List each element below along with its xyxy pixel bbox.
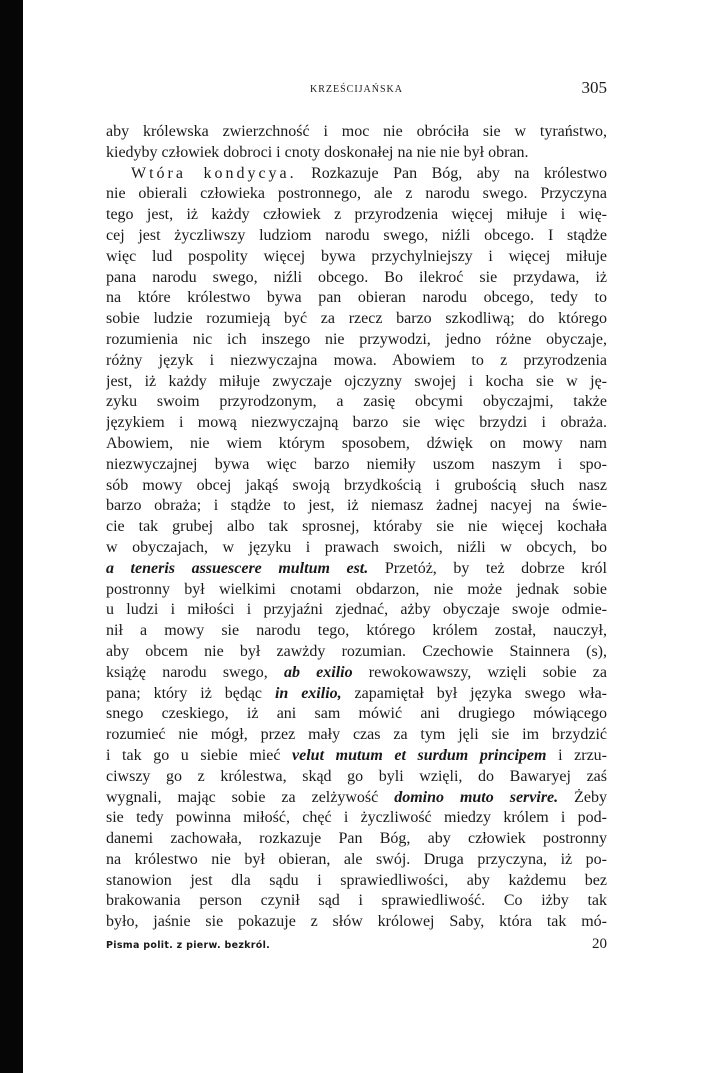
book-spine-shadow xyxy=(0,0,23,1073)
text-line xyxy=(106,455,607,476)
latin-phrase: ab exilio xyxy=(283,663,353,681)
text-line xyxy=(106,684,607,705)
text-line xyxy=(106,247,607,268)
page-header xyxy=(106,78,607,100)
text-segment: ciwszy go z królestwa, skąd go byli wzięli, do Bawaryej zaś xyxy=(106,767,607,785)
text-segment: postronny był wielkimi cnotami obdarzon, nie może jednak sobie xyxy=(106,580,607,598)
text-line xyxy=(106,392,607,413)
text-line xyxy=(106,621,607,642)
text-segment: cie tak grubej albo tak sprosnej, któraby sie nie więcej kochała xyxy=(106,518,607,536)
text-segment: Rozkazuje Pan Bóg, aby na królestwo xyxy=(296,164,607,182)
text-segment: rozumieć nie mógł, przez mały czas za tym jęli sie im brzydzić xyxy=(106,726,607,744)
text-segment: u ludzi i miłości i przyjaźni zjednać, ażby obyczaje swoje odmie- xyxy=(106,601,607,619)
text-segment: więc lud pospolity więcej bywa przychylniejszy i więcej miłuje xyxy=(106,247,607,265)
latin-phrase: velut mutum et surdum principem xyxy=(292,746,547,764)
text-line xyxy=(106,767,607,788)
text-segment: stanowion jest dla sądu i sprawiedliwości, aby każdemu bez xyxy=(106,871,607,889)
text-segment: aby królewska zwierzchność i moc nie obróciła sie w tyraństwo, xyxy=(106,123,607,140)
footer-signature: Pisma polit. z pierw. bezkról. xyxy=(106,940,271,951)
text-segment: i zrzu- xyxy=(546,746,607,764)
text-line xyxy=(106,143,607,164)
text-segment: niezwyczajnej bywa więc barzo niemiły uszom naszym i spo- xyxy=(106,455,607,473)
text-line xyxy=(106,850,607,871)
text-segment: jest, iż każdy miłuje zwyczaje ojczyzny swojej i kocha sie w ję- xyxy=(106,372,607,390)
text-segment: było, jaśnie sie pokazuje z słów królowej Saby, która tak mó- xyxy=(106,913,607,931)
text-line xyxy=(106,912,607,933)
page-number: 305 xyxy=(581,78,607,97)
text-line xyxy=(106,226,607,247)
text-segment: zapamiętał był języka swego wła- xyxy=(341,684,607,702)
text-segment: Abowiem, nie wiem którym sposobem, dźwięk on mowy nam xyxy=(106,434,607,452)
spaced-heading: Wtóra kondycya. xyxy=(131,164,297,182)
text-segment: sobie ludzie rozumieją być za rzecz barzo szkodliwą; do którego xyxy=(106,310,607,328)
text-segment: sie tedy powinna miłość, chęć i życzliwość miedzy królem i pod- xyxy=(106,809,607,827)
text-segment: na które królestwo bywa pan obieran narodu obcego, tedy to xyxy=(106,289,607,307)
text-segment: nie obierali człowieka postronnego, ale z narodu swego. Przyczyna xyxy=(106,185,607,203)
text-segment: snego czeskiego, iż ani sam mówić ani drugiego mówiącego xyxy=(106,705,607,723)
text-line xyxy=(106,704,607,725)
text-segment: książę narodu swego, xyxy=(106,663,284,681)
page-footer xyxy=(106,936,607,956)
text-line xyxy=(106,559,607,580)
text-segment: barzo obraża; i stądże to jest, iż niemasz żadnej nacyej na świe- xyxy=(106,497,607,515)
text-line xyxy=(106,808,607,829)
text-line xyxy=(106,829,607,850)
text-segment: sób mowy obcej jakąś swoją brzydkością i grubością słuch nasz xyxy=(106,476,607,494)
text-segment: rewokowawszy, wzięli sobie za xyxy=(352,663,607,681)
text-line xyxy=(106,496,607,517)
text-segment: różny język i niezwyczajna mowa. Abowiem to z przyrodzenia xyxy=(106,351,607,369)
text-segment: tego jest, iż każdy człowiek z przyrodzenia więcej miłuje i wię- xyxy=(106,206,607,224)
text-segment: pana; który iż będąc xyxy=(106,684,275,702)
text-line xyxy=(106,580,607,601)
text-line xyxy=(106,351,607,372)
text-segment: Żeby xyxy=(558,788,607,806)
text-segment: zyku swoim przyrodzonym, a zasię obcymi obyczajmi, także xyxy=(106,393,607,411)
text-line xyxy=(106,205,607,226)
text-line xyxy=(106,642,607,663)
text-line xyxy=(106,725,607,746)
text-segment: w obyczajach, w języku i prawach swoich, niźli w obcych, bo xyxy=(106,538,607,556)
text-line xyxy=(106,788,607,809)
text-line xyxy=(106,538,607,559)
text-line xyxy=(106,268,607,289)
text-segment: na królestwo nie był obieran, ale swój. Druga przyczyna, iż po- xyxy=(106,850,607,868)
text-segment: pana narodu swego, niźli obcego. Bo ilekroć sie przydawa, iż xyxy=(106,268,607,286)
running-head: KRZEŚCIJAŃSKA xyxy=(309,84,403,95)
text-line xyxy=(106,600,607,621)
text-line xyxy=(106,413,607,434)
text-line xyxy=(106,122,607,143)
text-line xyxy=(106,164,607,185)
text-segment: wygnali, mając sobie za zelżywość xyxy=(106,788,395,806)
text-line xyxy=(106,476,607,497)
text-line xyxy=(106,891,607,912)
footer-sheet-number: 20 xyxy=(592,936,607,952)
text-segment: brakowania person czynił sąd i sprawiedliwość. Co iżby tak xyxy=(106,892,607,910)
latin-phrase: in exilio, xyxy=(274,684,342,702)
latin-phrase: a teneris assuescere multum est. xyxy=(106,559,369,577)
text-segment: rozumienia nic ich inszego nie przywodzi, jedno różne obyczaje, xyxy=(106,330,607,348)
text-line xyxy=(106,663,607,684)
text-line xyxy=(106,746,607,767)
text-line xyxy=(106,434,607,455)
text-line xyxy=(106,184,607,205)
text-segment: danemi zachowała, rozkazuje Pan Bóg, aby człowiek postronny xyxy=(106,830,607,848)
text-segment: językiem i mową niezwyczajną barzo sie więc brzydzi i obraża. xyxy=(106,414,607,432)
body-text xyxy=(106,122,607,933)
text-segment: nił a mowy sie narodu tego, którego królem został, nauczył, xyxy=(106,622,607,640)
text-line xyxy=(106,871,607,892)
text-segment: kiedyby człowiek dobroci i cnoty doskonałej na nie nie był obran. xyxy=(106,143,529,161)
text-segment: Przetóż, by też dobrze król xyxy=(368,559,607,577)
text-segment: aby obcem nie był zawżdy rozumian. Czechowie Stainnera (s), xyxy=(106,642,607,660)
text-segment: i tak go u siebie mieć xyxy=(106,746,293,764)
text-line xyxy=(106,517,607,538)
text-line xyxy=(106,330,607,351)
text-line xyxy=(106,288,607,309)
latin-phrase: domino muto servire. xyxy=(394,788,559,806)
text-segment: cej jest życzliwszy ludziom narodu swego, niźli obcego. I stądże xyxy=(106,226,607,244)
text-line xyxy=(106,309,607,330)
text-line xyxy=(106,372,607,393)
